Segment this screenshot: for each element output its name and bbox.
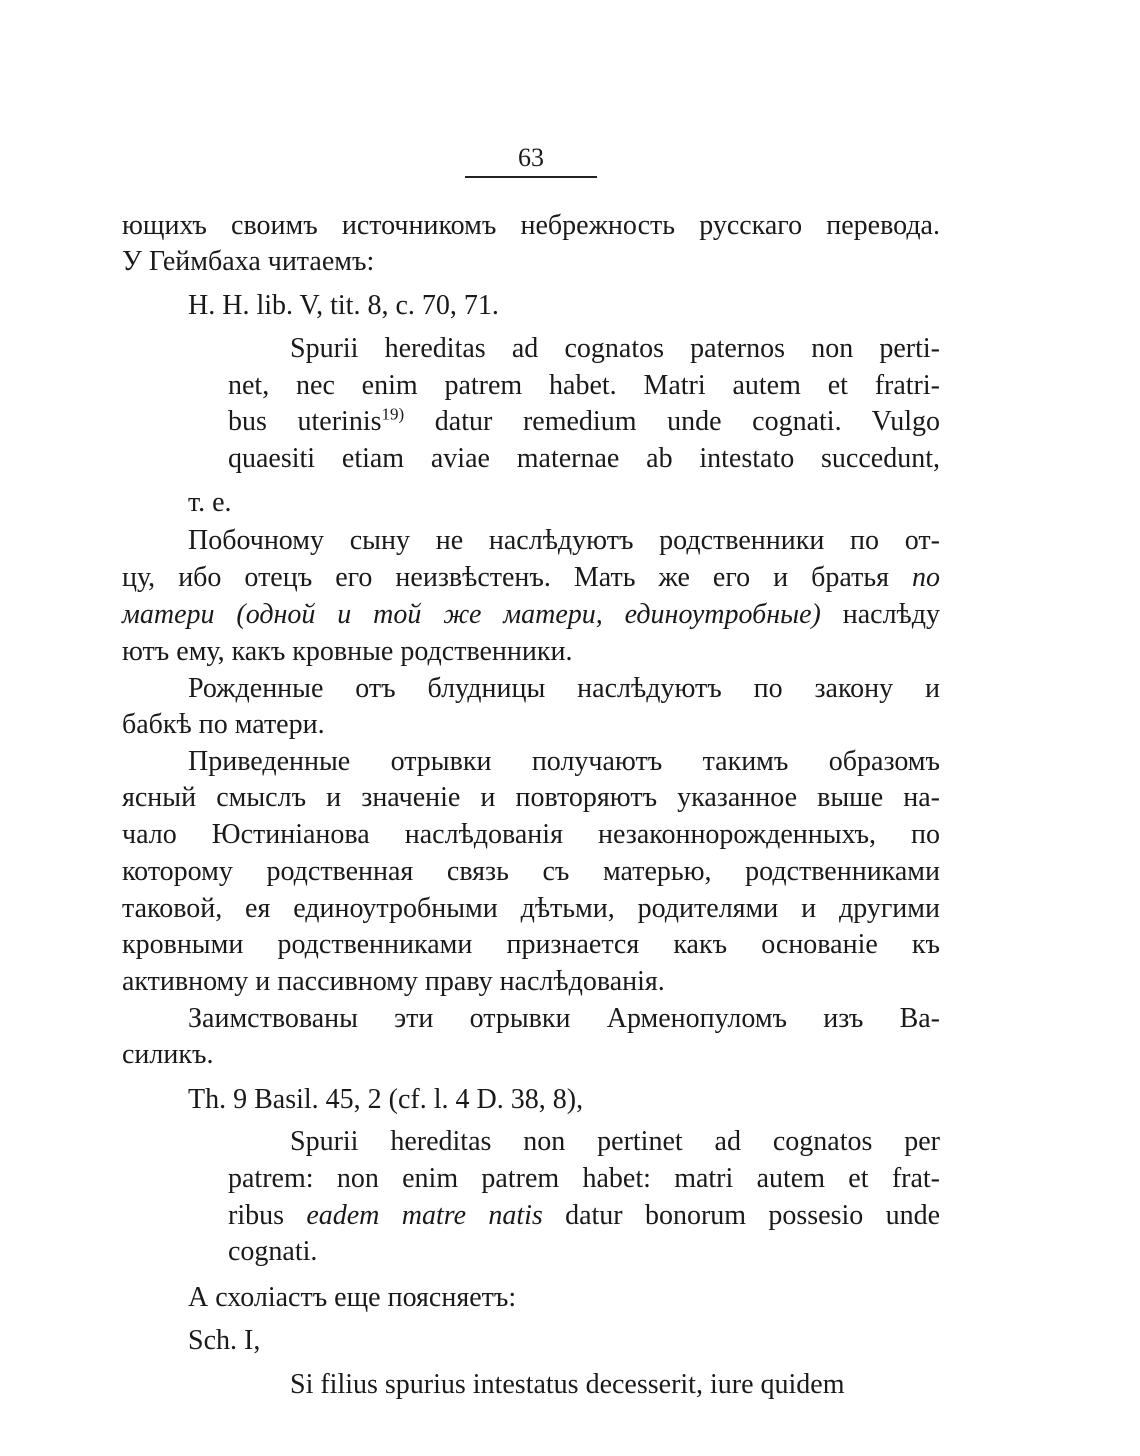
text-run: наслѣду — [820, 599, 941, 630]
text-line: кровными родственниками признается какъ основаніе къ — [122, 929, 940, 960]
text-line: Побочному сыну не наслѣдуютъ родственники по от- — [188, 525, 940, 556]
quote-line: Spurii hereditas ad cognatos paternos non perti- — [290, 333, 940, 364]
text-line: т. е. — [188, 487, 232, 518]
text-line: Приведенные отрывки получаютъ такимъ образомъ — [188, 746, 940, 777]
text-line — [122, 560, 940, 596]
quote-line: Si filius spurius intestatus decesserit, iure quidem — [290, 1369, 845, 1400]
footnote-marker: 19) — [381, 404, 405, 424]
text-line: У Геймбаха читаемъ: — [122, 246, 375, 277]
quote-text: ribus — [228, 1200, 307, 1231]
quote-text: bus uterinis — [228, 406, 382, 437]
text-line: А схоліастъ еще поясняетъ: — [188, 1282, 517, 1313]
quote-line — [228, 1198, 940, 1234]
text-line: бабкѣ по матери. — [122, 709, 325, 740]
quote-line: patrem: non enim patrem habet: matri autem et frat- — [228, 1163, 940, 1194]
text-line: чало Юстиніанова наслѣдованія незаконнорожденныхъ, по — [122, 819, 940, 850]
text-line: ясный смыслъ и значеніе и повторяютъ указанное выше на- — [122, 782, 940, 813]
text-line: активному и пассивному праву наслѣдованія. — [122, 966, 665, 997]
text-run: цу, ибо отецъ его неизвѣстенъ. Мать же его и братья — [122, 562, 912, 593]
italic-run: eadem matre natis — [306, 1200, 543, 1231]
text-line: ющихъ своимъ источникомъ небрежность русскаго перевода. — [122, 210, 940, 241]
page-number: 63 — [518, 143, 544, 172]
page-number-rule — [465, 176, 597, 178]
citation-line: Th. 9 Basil. 45, 2 (cf. l. 4 D. 38, 8), — [188, 1084, 584, 1115]
quote-line — [228, 404, 940, 440]
italic-run: матери (одной и той же матери, единоутробные) — [122, 599, 821, 630]
quote-text: datur remedium unde cognati. Vulgo — [404, 406, 941, 437]
citation-line: H. H. lib. V, tit. 8, c. 70, 71. — [188, 290, 499, 321]
text-line: Заимствованы эти отрывки Арменопуломъ изъ Ва- — [188, 1003, 940, 1034]
text-line: ютъ ему, какъ кровные родственники. — [122, 636, 573, 667]
quote-line: Spurii hereditas non pertinet ad cognatos per — [290, 1126, 940, 1157]
text-line: таковой, ея единоутробными дѣтьми, родителями и другими — [122, 893, 940, 924]
quote-line: cognati. — [228, 1236, 318, 1267]
citation-line: Sch. I, — [188, 1325, 261, 1356]
text-line — [122, 597, 940, 633]
quote-line: net, nec enim patrem habet. Matri autem et fratri- — [228, 370, 940, 401]
quote-text: datur bonorum possesio unde — [542, 1200, 940, 1231]
text-line: Рожденные отъ блудницы наслѣдуютъ по закону и — [188, 673, 940, 704]
italic-run: по — [912, 562, 940, 593]
text-line: силикъ. — [122, 1039, 214, 1070]
text-line: которому родственная связь съ матерью, родственниками — [122, 856, 940, 887]
quote-line: quaesiti etiam aviae maternae ab intestato succedunt, — [228, 443, 940, 474]
